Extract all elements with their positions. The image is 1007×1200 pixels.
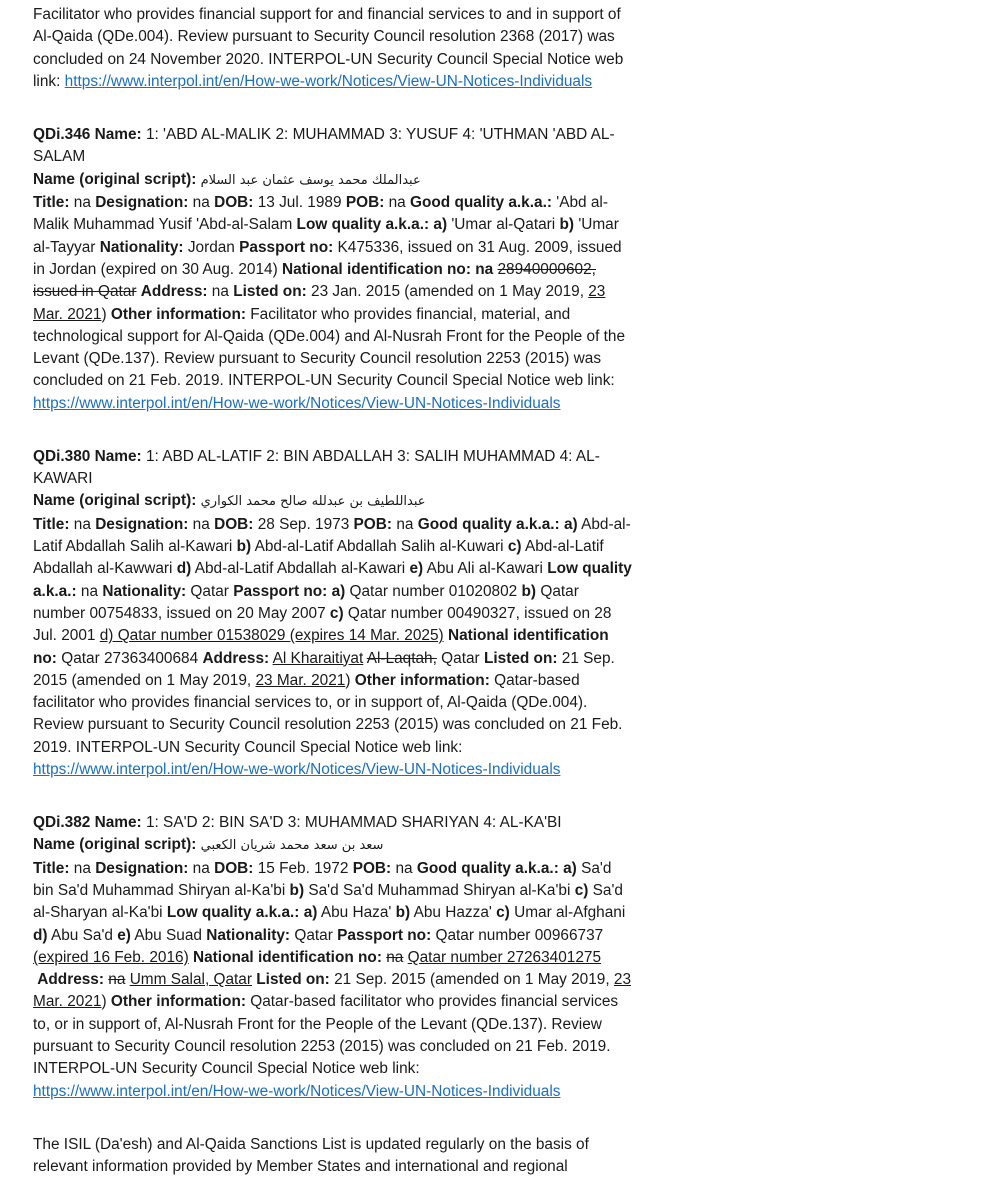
entry-name-original: عبدالملك محمد يوسف عثمان عبد السلام <box>200 172 421 188</box>
deleted-text: na <box>108 971 126 989</box>
added-text: d) Qatar number 01538029 (expires 14 Mar. 2025) <box>99 627 444 645</box>
intro-interpol-link[interactable]: https://www.interpol.int/en/How-we-work/Notices/View-UN-Notices-Individuals <box>64 72 593 90</box>
added-text: Al Kharaitiyat <box>272 649 364 667</box>
document-page <box>33 4 633 1178</box>
entry-interpol-link[interactable]: https://www.interpol.int/en/How-we-work/Notices/View-UN-Notices-Individuals <box>33 761 561 778</box>
entry-other-info: Qatar-based facilitator who provides financial services to, or in support of, Al-Nusrah Front for the People of the Levant (QDe.137). Review pursuant to Security Council resolution 2253 (2015) was concluded on 21 Feb. 2019. INTERPOL-UN Security Council Special Notice web link: <box>33 993 619 1078</box>
entry-other-info: Qatar-based facilitator who provides financial services to, or in support of, Al-Qaida (QDe.004). Review pursuant to Security Council resolution 2253 (2015) was concluded on 21 Feb. 2019. INTERPOL-UN Security Council Special Notice web link: <box>33 671 623 756</box>
entry-qdi-346: QDi.346 Name: 1: 'ABD AL-MALIK 2: MUHAMMAD 3: YUSUF 4: 'UTHMAN 'ABD AL-SALAM Name (original script): عبدالملك محمد يوسف عثمان عبد السلام Title: na Designation: na DOB: 13 Jul. 1989 POB: na Good quality a.k.a.: 'Abd al-Malik Muhammad Yusif 'Abd-al-Salam Low quality a.k.a.: a) 'Umar al-Qatari b) 'Umar al-Tayyar Nationality: Jordan Passport no: K475336, issued on 31 Aug. 2009, issued in Jordan (expired on 30 Aug. 2014) National identification no: na 28940000602, issued in Qatar Address: na Listed on: 23 Jan. 2015 (amended on 1 May 2019, 23 Mar. 2021) Other information: Facilitator who provides financial, material, and technological support for Al-Qaida (QDe.004) and Al-Nusrah Front for the People of the Levant (QDe.137). Review pursuant to Security Council resolution 2253 (2015) was concluded on 21 Feb. 2019. INTERPOL-UN Security Council Special Notice web link: https://www.interpol.int/en/How-we-work/Notices/View-UN-Notices-Individuals <box>33 126 626 412</box>
entry-id: QDi.380 <box>33 447 91 465</box>
entry-name: 1: 'ABD AL-MALIK 2: MUHAMMAD 3: YUSUF 4: 'UTHMAN 'ABD AL-SALAM <box>33 126 615 166</box>
entry-dob: 15 Feb. 1972 <box>257 859 349 877</box>
deleted-text: 28940000602, issued in Qatar <box>33 260 596 301</box>
entry-dob: 13 Jul. 1989 <box>257 194 342 212</box>
added-text: Umm Salal, Qatar <box>129 971 252 989</box>
deleted-text: Al-Laqtah, <box>366 649 437 667</box>
entry-name: 1: ABD AL-LATIF 2: BIN ABDALLAH 3: SALIH MUHAMMAD 4: AL-KAWARI <box>33 447 600 488</box>
entry-id: QDi.346 <box>33 126 91 144</box>
added-text: Qatar number 27263401275 <box>407 948 602 966</box>
entry-interpol-link[interactable]: https://www.interpol.int/en/How-we-work/Notices/View-UN-Notices-Individuals <box>33 394 561 412</box>
entry-dob: 28 Sep. 1973 <box>257 515 350 533</box>
entry-name-original: عبداللطيف بن عبدلله صالح محمد الكواري <box>200 494 426 510</box>
footer-paragraph: The ISIL (Da'esh) and Al-Qaida Sanctions List is updated regularly on the basis of relevant information provided by Member States and international and regional <box>33 1135 589 1176</box>
entry-id: QDi.382 <box>33 814 91 832</box>
intro-text: Facilitator who provides financial support for and financial services to and in support of Al-Qaida (QDe.004). Review pursuant to Security Council resolution 2368 (2017) was concluded on 24 November 2020. INTERPOL-UN Security Council Special Notice web link: <box>33 6 624 90</box>
entry-qdi-380: QDi.380 Name: 1: ABD AL-LATIF 2: BIN ABDALLAH 3: SALIH MUHAMMAD 4: AL-KAWARI Name (original script): عبداللطيف بن عبدلله صالح محمد الكواري Title: na Designation: na DOB: 28 Sep. 1973 POB: na Good quality a.k.a.: a) Abd-al-Latif Abdallah Salih al-Kawari b) Abd-al-Latif Abdallah Salih al-Kuwari c) Abd-al-Latif Abdallah al-Kawwari d) Abd-al-Latif Abdallah al-Kawari e) Abu Ali al-Kawari Low quality a.k.a.: na Nationality: Qatar Passport no: a) Qatar number 01020802 b) Qatar number 00754833, issued on 20 May 2007 c) Qatar number 00490327, issued on 28 Jul. 2001 d) Qatar number 01538029 (expires 14 Mar. 2025) National identification no: Qatar 27363400684 Address: Al Kharaitiyat Al-Laqtah, Qatar Listed on: 21 Sep. 2015 (amended on 1 May 2019, 23 Mar. 2021) Other information: Qatar-based facilitator who provides financial services to, or in support of, Al-Qaida (QDe.004). Review pursuant to Security Council resolution 2253 (2015) was concluded on 21 Feb. 2019. INTERPOL-UN Security Council Special Notice web link: https://www.interpol.int/en/How-we-work/Notices/View-UN-Notices-Individuals <box>33 447 632 778</box>
entry-other-info: Facilitator who provides financial, material, and technological support for Al-Qaida (QDe.004) and Al-Nusrah Front for the People of the Levant (QDe.137). Review pursuant to Security Council resolution 2253 (2015) was concluded on 21 Feb. 2019. INTERPOL-UN Security Council Special Notice web link: <box>33 305 626 390</box>
entry-interpol-link[interactable]: https://www.interpol.int/en/How-we-work/Notices/View-UN-Notices-Individuals <box>33 1082 561 1100</box>
amended-date: 23 Mar. 2021 <box>255 671 346 689</box>
added-text: (expired 16 Feb. 2016) <box>33 948 189 966</box>
deleted-text: na <box>386 948 404 966</box>
entry-qdi-382: QDi.382 Name: 1: SA'D 2: BIN SA'D 3: MUHAMMAD SHARIYAN 4: AL-KA'BI Name (original script): سعد بن سعد محمد شريان الكعبي Title: na Designation: na DOB: 15 Feb. 1972 POB: na Good quality a.k.a.: a) Sa'd bin Sa'd Muhammad Shiryan al-Ka'bi b) Sa'd Sa'd Muhammad Shiryan al-Ka'bi c) Sa'd al-Sharyan al-Ka'bi Low quality a.k.a.: a) Abu Haza' b) Abu Hazza' c) Umar al-Afghani d) Abu Sa'd e) Abu Suad Nationality: Qatar Passport no: Qatar number 00966737 (expired 16 Feb. 2016) National identification no: na Qatar number 27263401275 Address: na Umm Salal, Qatar Listed on: 21 Sep. 2015 (amended on 1 May 2019, 23 Mar. 2021) Other information: Qatar-based facilitator who provides financial services to, or in support of, Al-Nusrah Front for the People of the Levant (QDe.137). Review pursuant to Security Council resolution 2253 (2015) was concluded on 21 Feb. 2019. INTERPOL-UN Security Council Special Notice web link: https://www.interpol.int/en/How-we-work/Notices/View-UN-Notices-Individuals <box>33 814 632 1100</box>
amended-date: 23 Mar. 2021 <box>33 283 606 323</box>
entry-name-original: سعد بن سعد محمد شريان الكعبي <box>200 838 384 854</box>
amended-date: 23 Mar. 2021 <box>33 971 632 1011</box>
entry-name: 1: SA'D 2: BIN SA'D 3: MUHAMMAD SHARIYAN 4: AL-KA'BI <box>145 814 562 832</box>
intro-paragraph <box>33 4 633 93</box>
